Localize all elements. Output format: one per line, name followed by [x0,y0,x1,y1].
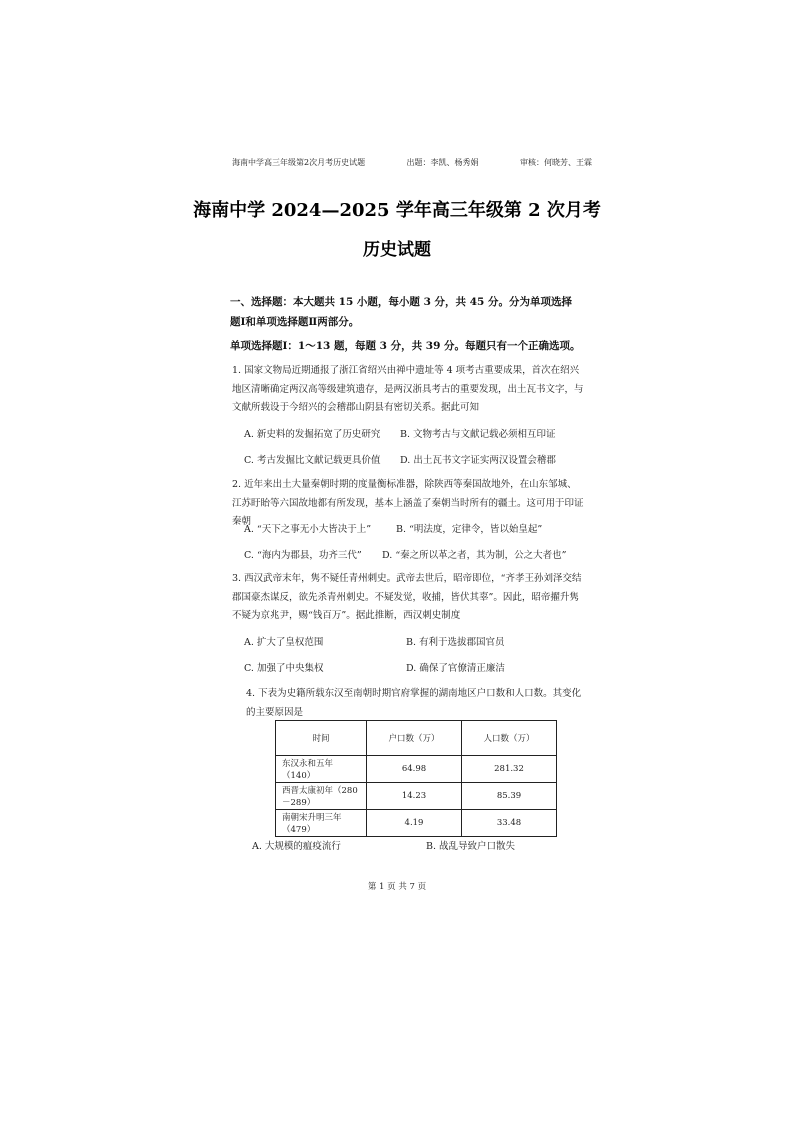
table-cell: 64.98 [367,756,462,783]
table-cell: 东汉永和五年（140） [276,756,367,783]
question-4-stem: 4. 下表为史籍所载东汉至南朝时期官府掌握的湖南地区户口数和人口数。其变化的主要原因是 [246,688,582,718]
question-1-option-a: A. 新史料的发掘拓宽了历史研究 [244,429,381,440]
question-3-option-c: C. 加强了中央集权 [244,663,324,674]
question-1-stem: 1. 国家文物局近期通报了浙江省绍兴由禅中遗址等 4 项考古重要成果，首次在绍兴地区清晰确定两汉高等级建筑遗存，是两汉浙具考古的重要发现，出土瓦书文字，与文献所载设于今绍兴的会稽郡山阴县有密切关系。据此可知 [232,365,584,413]
section-instructions: 一、选择题：本大题共 15 小题，每小题 3 分，共 45 分。分为单项选择题Ⅰ和单项选择题Ⅱ两部分。 [230,296,572,328]
table-row [276,783,557,810]
table-cell: 33.48 [462,810,557,837]
page-title: 海南中学 2024—2025 学年高三年级第 2 次月考 [193,200,601,221]
question-1-option-b: B. 文物考古与文献记载必须相互印证 [400,429,556,440]
question-2-option-b: B. “明法度，定律令，皆以始皇起” [396,524,543,535]
question-2-option-d: D. “秦之所以革之者，其为制，公之大者也” [382,550,567,561]
question-2-option-a: A. “天下之事无小大皆决于上” [244,524,372,535]
population-table [275,720,557,837]
table-cell: 南朝宋升明三年（479） [276,810,367,837]
question-4-option-a: A. 大规模的瘟疫流行 [252,841,341,852]
table-cell: 14.23 [367,783,462,810]
table-cell: 西晋太康初年（280－289） [276,783,367,810]
table-cell: 85.39 [462,783,557,810]
section-sub-instructions: 单项选择题Ⅰ：1～13 题，每题 3 分，共 39 分。每题只有一个正确选项。 [230,340,581,352]
question-1-option-c: C. 考古发掘比文献记载更具价值 [244,455,381,466]
question-2-stem: 2. 近年来出土大量秦朝时期的度量衡标准器，除陕西等秦国故地外，在山东邹城、江苏盱眙等六国故地都有所发现，基本上涵盖了秦朝当时所有的疆土。这可用于印证秦朝 [232,479,584,527]
header-authors: 出题：李凯、杨秀娟 [406,158,479,167]
question-3-stem: 3. 西汉武帝末年，隽不疑任青州刺史。武帝去世后，昭帝即位，“齐孝王孙刘泽交结郡国豪杰谋反，欲先杀青州刺史。不疑发觉，收捕，皆伏其辜”。因此，昭帝擢升隽不疑为京兆尹，赐“钱百万”。据此推断，西汉刺史制度 [232,573,582,621]
page-header [232,157,592,168]
question-3-option-d: D. 确保了官僚清正廉洁 [406,663,505,674]
table-cell: 4.19 [367,810,462,837]
header-exam-name: 海南中学高三年级第2次月考历史试题 [232,158,366,167]
question-3-option-a: A. 扩大了皇权范围 [244,637,324,648]
page-subtitle: 历史试题 [363,240,431,260]
table-header-row [276,721,557,756]
question-1-option-d: D. 出土瓦书文字证实两汉设置会稽郡 [400,455,556,466]
header-reviewers: 审核：何晓芳、王霖 [520,158,592,167]
table-row [276,756,557,783]
question-4-option-b: B. 战乱导致户口散失 [426,841,516,852]
table-header-cell: 时间 [276,721,367,756]
table-header-cell: 人口数（万） [462,721,557,756]
question-2-option-c: C. “海内为郡县，功齐三代” [244,550,362,561]
table-row [276,810,557,837]
page-footer: 第 1 页 共 7 页 [367,882,427,892]
question-3-option-b: B. 有利于选拔郡国官员 [406,637,505,648]
table-cell: 281.32 [462,756,557,783]
table-header-cell: 户口数（万） [367,721,462,756]
